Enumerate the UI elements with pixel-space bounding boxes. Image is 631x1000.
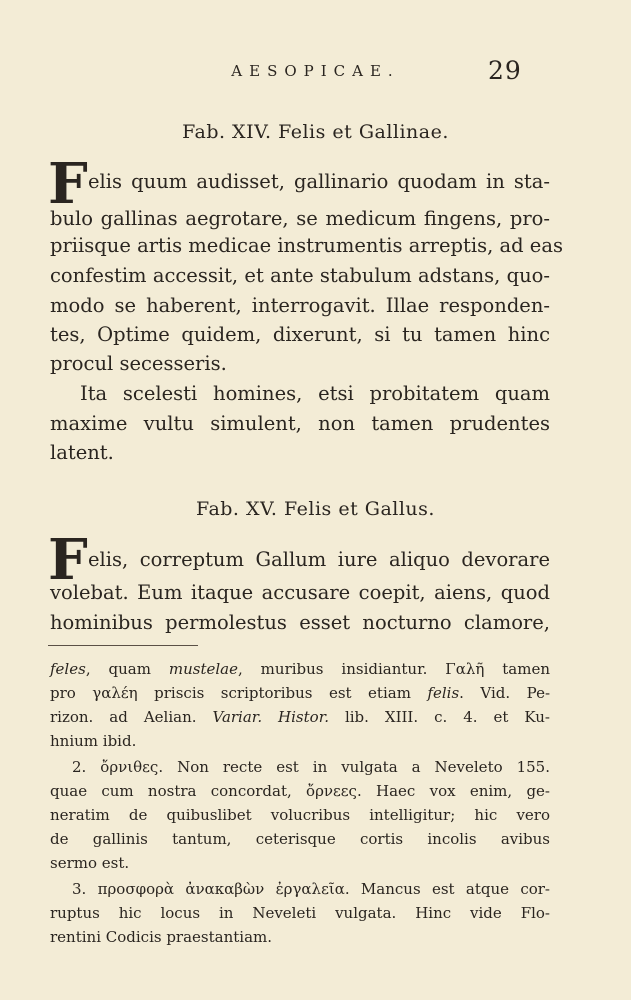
fable-14-line: modo se haberent, interrogavit. Illae responden-: [50, 294, 550, 317]
fable-14-line: elis quum audisset, gallinario quodam in sta-: [88, 170, 550, 193]
fable-14-moral-line: maxime vultu simulent, non tamen prudentes: [50, 412, 550, 435]
footnote-2-line: de gallinis tantum, ceterisque cortis incolis avibus: [50, 830, 550, 848]
footnote-rule: [48, 645, 198, 646]
footnote-line: rizon. ad Aelian. Variar. Histor. lib. XIII. c. 4. et Ku-: [50, 708, 550, 726]
footnote-2-line: neratim de quibuslibet volucribus intelligitur; hic vero: [50, 806, 550, 824]
fable-14-line: priisque artis medicae instrumentis arreptis, ad eas: [50, 234, 563, 257]
fable-15-title: Fab. XV. Felis et Gallus.: [196, 498, 435, 520]
fable-14-line: procul secesseris.: [50, 352, 227, 375]
footnote-2-line: quae cum nostra concordat, ὄρνεες. Haec vox enim, ge-: [50, 782, 550, 800]
fable-15-line: volebat. Eum itaque accusare coepit, aiens, quod: [50, 581, 550, 604]
footnote-line: hnium ibid.: [50, 732, 137, 750]
footnote-3-line: rentini Codicis praestantiam.: [50, 928, 273, 946]
fable-14-line: confestim accessit, et ante stabulum adstans, quo-: [50, 264, 550, 287]
fable-15-line: elis, correptum Gallum iure aliquo devorare: [88, 548, 550, 571]
fable-15-line: hominibus permolestus esset nocturno clamore,: [50, 611, 550, 634]
fable-14-title: Fab. XIV. Felis et Gallinae.: [182, 121, 449, 143]
footnote-line: feles, quam mustelae, muribus insidiantur. Γαλῆ tamen: [50, 660, 550, 678]
footnote-3-line: 3. προσφορὰ ἀνακαβὼν ἐργαλεῖα. Mancus est atque cor-: [72, 880, 550, 898]
fable-14-line: tes, Optime quidem, dixerunt, si tu tamen hinc: [50, 323, 550, 346]
footnote-line: pro γαλέη priscis scriptoribus est etiam felis. Vid. Pe-: [50, 684, 551, 702]
footnote-3-line: ruptus hic locus in Neveleti vulgata. Hinc vide Flo-: [50, 904, 550, 922]
fable-15-initial: F: [48, 527, 88, 593]
fable-14-initial: F: [48, 151, 88, 217]
fable-14-line: bulo gallinas aegrotare, se medicum fingens, pro-: [50, 207, 550, 230]
footnote-2-line: sermo est.: [50, 854, 130, 872]
page-number: 29: [488, 56, 522, 85]
fable-14-moral-line: latent.: [50, 441, 114, 464]
footnote-2-line: 2. ὄρνιθες. Non recte est in vulgata a Neveleto 155.: [72, 758, 550, 776]
running-head: AESOPICAE.: [231, 62, 400, 80]
fable-14-moral-line: Ita scelesti homines, etsi probitatem quam: [80, 382, 550, 405]
